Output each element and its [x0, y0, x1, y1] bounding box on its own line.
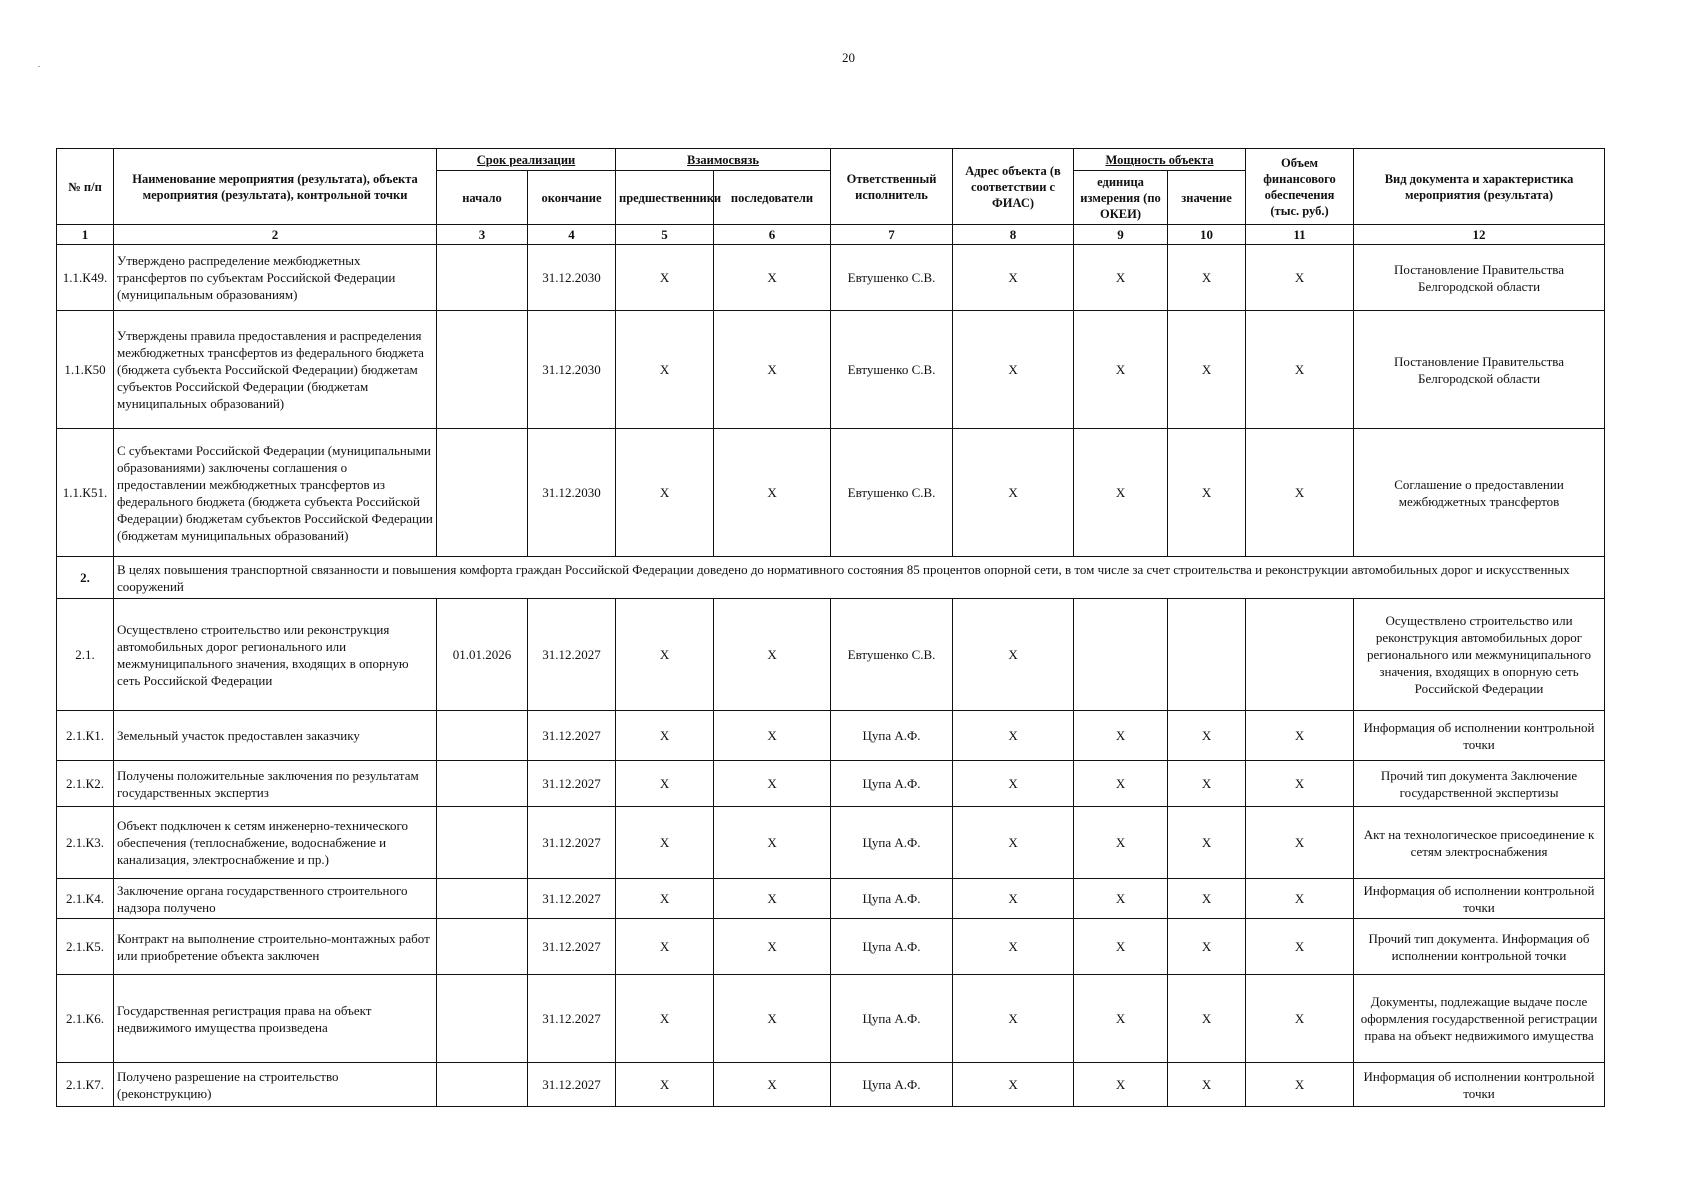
row-value: X: [1168, 711, 1246, 761]
row-value: [1168, 599, 1246, 711]
row-doc: Прочий тип документа. Информация об исполнении контрольной точки: [1354, 919, 1605, 975]
row-pred: X: [616, 761, 714, 807]
row-no: 1.1.К49.: [57, 245, 114, 311]
row-addr: X: [953, 807, 1074, 879]
page-number: 20: [842, 50, 855, 65]
table-row: [57, 311, 1605, 429]
row-doc: Постановление Правительства Белгородской области: [1354, 245, 1605, 311]
row-start: [437, 879, 528, 919]
header-group-srok: Срок реализации: [437, 149, 616, 171]
row-fin: X: [1246, 761, 1354, 807]
row-pred: X: [616, 807, 714, 879]
section-row: [57, 557, 1605, 599]
row-pred: X: [616, 879, 714, 919]
row-start: [437, 245, 528, 311]
header-start: начало: [437, 171, 528, 225]
colnum-10: 10: [1168, 225, 1246, 245]
row-addr: X: [953, 975, 1074, 1063]
row-start: [437, 975, 528, 1063]
row-resp: Цупа А.Ф.: [831, 975, 953, 1063]
row-doc: Информация об исполнении контрольной точки: [1354, 711, 1605, 761]
row-addr: X: [953, 879, 1074, 919]
row-unit: X: [1074, 919, 1168, 975]
row-addr: X: [953, 311, 1074, 429]
header-post: последователи: [714, 171, 831, 225]
row-post: X: [714, 975, 831, 1063]
row-doc: Постановление Правительства Белгородской области: [1354, 311, 1605, 429]
row-fin: X: [1246, 711, 1354, 761]
row-value: X: [1168, 919, 1246, 975]
row-unit: [1074, 599, 1168, 711]
colnum-3: 3: [437, 225, 528, 245]
row-pred: X: [616, 919, 714, 975]
column-numbers-row: [57, 225, 1605, 245]
row-name: Объект подключен к сетям инженерно-технического обеспечения (теплоснабжение, водоснабжение и канализация, электроснабжение и пр.): [114, 807, 437, 879]
row-doc: Информация об исполнении контрольной точки: [1354, 879, 1605, 919]
scan-speck: .: [38, 60, 40, 69]
header-no: № п/п: [57, 149, 114, 225]
table-row: [57, 975, 1605, 1063]
row-name: Государственная регистрация права на объект недвижимого имущества произведена: [114, 975, 437, 1063]
row-unit: X: [1074, 975, 1168, 1063]
row-resp: Евтушенко С.В.: [831, 429, 953, 557]
header-name: Наименование мероприятия (результата), объекта мероприятия (результата), контрольной точки: [114, 149, 437, 225]
row-end: 31.12.2027: [528, 599, 616, 711]
row-addr: X: [953, 1063, 1074, 1107]
colnum-8: 8: [953, 225, 1074, 245]
row-name: Утверждено распределение межбюджетных трансфертов по субъектам Российской Федерации (муниципальным образованиям): [114, 245, 437, 311]
row-name: Заключение органа государственного строительного надзора получено: [114, 879, 437, 919]
row-start: [437, 919, 528, 975]
row-resp: Цупа А.Ф.: [831, 807, 953, 879]
row-no: 2.1.: [57, 599, 114, 711]
header-resp: Ответственный исполнитель: [831, 149, 953, 225]
header-addr: Адрес объекта (в соответствии с ФИАС): [953, 149, 1074, 225]
header-end: окончание: [528, 171, 616, 225]
colnum-7: 7: [831, 225, 953, 245]
section-text: В целях повышения транспортной связанности и повышения комфорта граждан Российской Федерации доведено до нормативного состояния 85 процентов опорной сети, в том числе за счет строительства и реконструкции автомобильных дорог и искусственных сооружений: [114, 557, 1605, 599]
table-row: [57, 599, 1605, 711]
row-addr: X: [953, 245, 1074, 311]
table-row: [57, 761, 1605, 807]
row-resp: Евтушенко С.В.: [831, 311, 953, 429]
row-value: X: [1168, 245, 1246, 311]
row-end: 31.12.2027: [528, 879, 616, 919]
row-unit: X: [1074, 1063, 1168, 1107]
row-unit: X: [1074, 311, 1168, 429]
row-name: Утверждены правила предоставления и распределения межбюджетных трансфертов из федерального бюджета (бюджета субъекта Российской Федерации) бюджетам субъектов Российской Федерации (бюджетам муниципальных образований): [114, 311, 437, 429]
row-resp: Цупа А.Ф.: [831, 1063, 953, 1107]
row-name: Контракт на выполнение строительно-монтажных работ или приобретение объекта заключен: [114, 919, 437, 975]
colnum-12: 12: [1354, 225, 1605, 245]
row-post: X: [714, 1063, 831, 1107]
row-start: [437, 429, 528, 557]
row-name: С субъектами Российской Федерации (муниципальными образованиями) заключены соглашения о предоставлении межбюджетных трансфертов из федерального бюджета (бюджета субъекта Российской Федерации) бюджетам субъектов Российской Федерации (бюджетам муниципальных образований): [114, 429, 437, 557]
row-name: Осуществлено строительство или реконструкция автомобильных дорог регионального или межмуниципального значения, входящих в опорную сеть Российской Федерации: [114, 599, 437, 711]
row-end: 31.12.2030: [528, 429, 616, 557]
row-post: X: [714, 311, 831, 429]
row-start: [437, 1063, 528, 1107]
row-resp: Евтушенко С.В.: [831, 599, 953, 711]
row-resp: Цупа А.Ф.: [831, 879, 953, 919]
section-no: 2.: [57, 557, 114, 599]
row-pred: X: [616, 429, 714, 557]
row-no: 1.1.К50: [57, 311, 114, 429]
header-value: значение: [1168, 171, 1246, 225]
colnum-2: 2: [114, 225, 437, 245]
row-end: 31.12.2027: [528, 1063, 616, 1107]
row-doc: Прочий тип документа Заключение государственной экспертизы: [1354, 761, 1605, 807]
row-start: [437, 711, 528, 761]
row-unit: X: [1074, 807, 1168, 879]
row-unit: X: [1074, 711, 1168, 761]
row-pred: X: [616, 1063, 714, 1107]
row-doc: Информация об исполнении контрольной точки: [1354, 1063, 1605, 1107]
row-pred: X: [616, 975, 714, 1063]
row-fin: X: [1246, 919, 1354, 975]
row-end: 31.12.2027: [528, 975, 616, 1063]
row-value: X: [1168, 761, 1246, 807]
row-post: X: [714, 429, 831, 557]
colnum-6: 6: [714, 225, 831, 245]
table-row: [57, 429, 1605, 557]
row-fin: X: [1246, 807, 1354, 879]
row-addr: X: [953, 761, 1074, 807]
row-pred: X: [616, 599, 714, 711]
row-name: Получено разрешение на строительство (реконструкцию): [114, 1063, 437, 1107]
colnum-5: 5: [616, 225, 714, 245]
row-unit: X: [1074, 879, 1168, 919]
row-name: Получены положительные заключения по результатам государственных экспертиз: [114, 761, 437, 807]
row-end: 31.12.2030: [528, 245, 616, 311]
row-resp: Евтушенко С.В.: [831, 245, 953, 311]
header-group-vzaim: Взаимосвязь: [616, 149, 831, 171]
row-pred: X: [616, 311, 714, 429]
row-resp: Цупа А.Ф.: [831, 919, 953, 975]
row-unit: X: [1074, 245, 1168, 311]
row-doc: Документы, подлежащие выдаче после оформления государственной регистрации права на объект недвижимого имущества: [1354, 975, 1605, 1063]
row-post: X: [714, 599, 831, 711]
table-row: [57, 711, 1605, 761]
table-row: [57, 245, 1605, 311]
row-fin: [1246, 599, 1354, 711]
table-row: [57, 919, 1605, 975]
row-post: X: [714, 919, 831, 975]
row-pred: X: [616, 711, 714, 761]
row-post: X: [714, 761, 831, 807]
row-fin: X: [1246, 975, 1354, 1063]
row-value: X: [1168, 1063, 1246, 1107]
row-no: 2.1.К1.: [57, 711, 114, 761]
colnum-9: 9: [1074, 225, 1168, 245]
row-unit: X: [1074, 429, 1168, 557]
table-row: [57, 879, 1605, 919]
row-end: 31.12.2027: [528, 919, 616, 975]
row-end: 31.12.2027: [528, 761, 616, 807]
header-doc: Вид документа и характеристика мероприятия (результата): [1354, 149, 1605, 225]
row-post: X: [714, 711, 831, 761]
row-fin: X: [1246, 879, 1354, 919]
table-row: [57, 807, 1605, 879]
row-resp: Цупа А.Ф.: [831, 711, 953, 761]
row-value: X: [1168, 975, 1246, 1063]
row-no: 2.1.К7.: [57, 1063, 114, 1107]
row-start: [437, 807, 528, 879]
row-value: X: [1168, 429, 1246, 557]
row-no: 2.1.К2.: [57, 761, 114, 807]
row-value: X: [1168, 807, 1246, 879]
row-end: 31.12.2027: [528, 807, 616, 879]
row-no: 1.1.К51.: [57, 429, 114, 557]
row-end: 31.12.2027: [528, 711, 616, 761]
colnum-1: 1: [57, 225, 114, 245]
row-fin: X: [1246, 311, 1354, 429]
header-unit: единица измерения (по ОКЕИ): [1074, 171, 1168, 225]
row-fin: X: [1246, 1063, 1354, 1107]
row-doc: Осуществлено строительство или реконструкция автомобильных дорог регионального или межмуниципального значения, входящих в опорную сеть Российской Федерации: [1354, 599, 1605, 711]
row-no: 2.1.К3.: [57, 807, 114, 879]
row-start: [437, 761, 528, 807]
events-table: [56, 148, 1605, 1107]
row-doc: Соглашение о предоставлении межбюджетных трансфертов: [1354, 429, 1605, 557]
row-unit: X: [1074, 761, 1168, 807]
row-start: 01.01.2026: [437, 599, 528, 711]
row-no: 2.1.К5.: [57, 919, 114, 975]
header-group-power: Мощность объекта: [1074, 149, 1246, 171]
row-resp: Цупа А.Ф.: [831, 761, 953, 807]
row-pred: X: [616, 245, 714, 311]
row-addr: X: [953, 599, 1074, 711]
row-start: [437, 311, 528, 429]
row-fin: X: [1246, 245, 1354, 311]
row-post: X: [714, 245, 831, 311]
row-post: X: [714, 807, 831, 879]
row-no: 2.1.К4.: [57, 879, 114, 919]
colnum-11: 11: [1246, 225, 1354, 245]
row-value: X: [1168, 311, 1246, 429]
row-doc: Акт на технологическое присоединение к сетям электроснабжения: [1354, 807, 1605, 879]
header-pred: предшественники: [616, 171, 714, 225]
row-no: 2.1.К6.: [57, 975, 114, 1063]
header-fin: Объем финансового обеспечения (тыс. руб.): [1246, 149, 1354, 225]
colnum-4: 4: [528, 225, 616, 245]
row-value: X: [1168, 879, 1246, 919]
row-addr: X: [953, 919, 1074, 975]
row-addr: X: [953, 429, 1074, 557]
row-addr: X: [953, 711, 1074, 761]
row-name: Земельный участок предоставлен заказчику: [114, 711, 437, 761]
row-post: X: [714, 879, 831, 919]
table-row: [57, 1063, 1605, 1107]
row-end: 31.12.2030: [528, 311, 616, 429]
row-fin: X: [1246, 429, 1354, 557]
